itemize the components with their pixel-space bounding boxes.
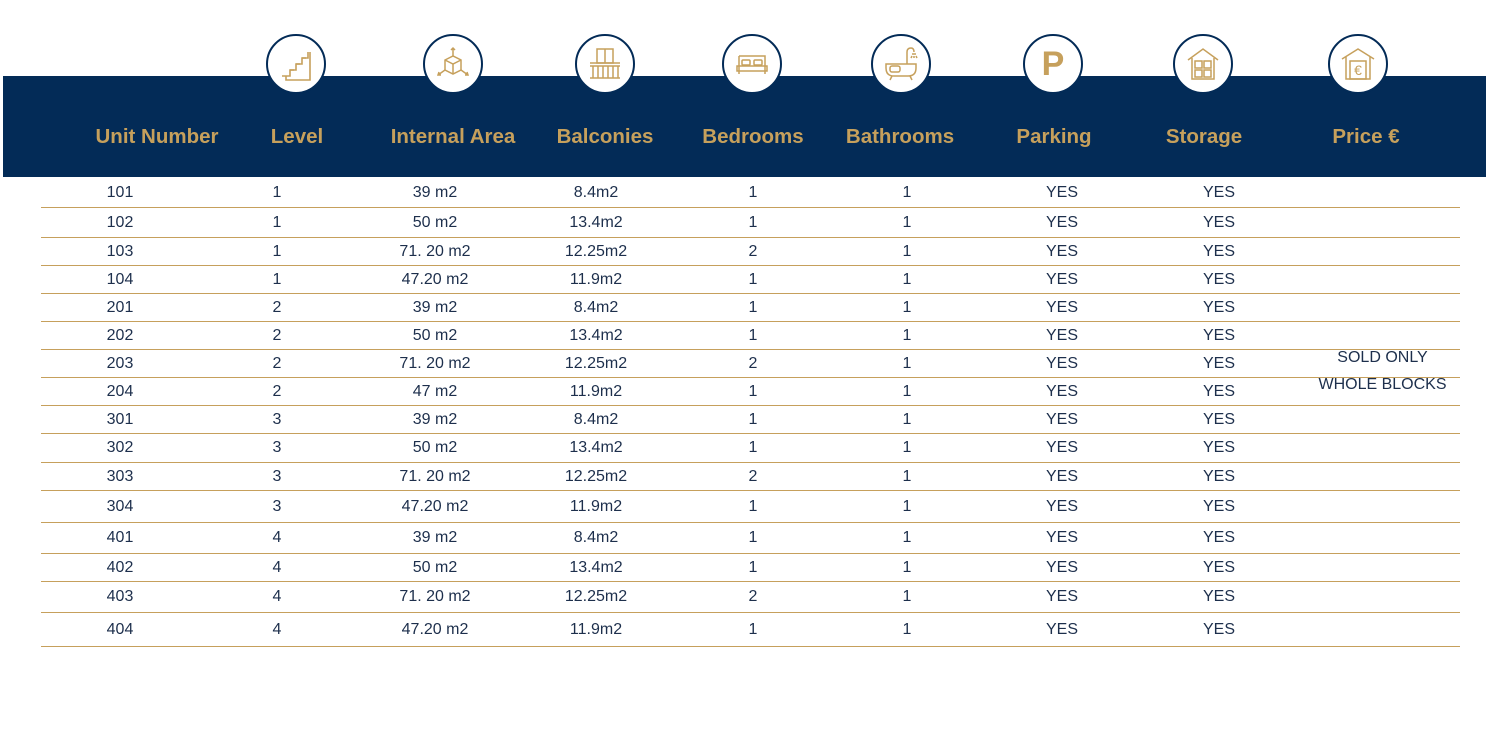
cell-parking: YES [1045, 558, 1078, 576]
cell-parking: YES [1045, 183, 1078, 201]
cell-balconies: 8.4m2 [573, 410, 619, 428]
cell-price [1322, 178, 1442, 207]
cell-area: 50 m2 [412, 558, 458, 576]
table-row [41, 582, 1460, 613]
cell-bathrooms: 1 [902, 558, 912, 576]
cell-parking: YES [1045, 620, 1078, 638]
cell-bedrooms: 1 [748, 558, 758, 576]
stairs-icon [266, 34, 326, 94]
cell-storage: YES [1202, 588, 1235, 605]
cell-price [1322, 266, 1442, 293]
header-price: Price € [1332, 125, 1400, 148]
cell-bedrooms: 1 [748, 298, 758, 316]
header-storage: Storage [1165, 125, 1243, 148]
cell-level: 4 [272, 620, 282, 638]
cell-price [1322, 613, 1442, 646]
cell-balconies: 12.25m2 [564, 467, 628, 485]
cell-parking: YES [1045, 242, 1078, 260]
table-row [41, 294, 1460, 322]
cell-bedrooms: 1 [748, 183, 758, 201]
euro-symbol: € [1354, 62, 1362, 78]
table-row [41, 406, 1460, 434]
cell-bathrooms: 1 [902, 382, 912, 400]
cell-unit: 402 [106, 558, 134, 576]
cell-area: 39 m2 [412, 410, 458, 428]
cell-bedrooms: 2 [748, 354, 758, 372]
cell-balconies: 13.4m2 [569, 213, 623, 231]
cell-area: 50 m2 [412, 213, 458, 231]
cell-bedrooms: 2 [748, 242, 758, 260]
cell-storage: YES [1202, 382, 1235, 400]
bathtub-icon [871, 34, 931, 94]
table-row [41, 491, 1460, 523]
cell-level: 1 [272, 213, 282, 231]
table-row [41, 554, 1460, 582]
cell-bedrooms: 1 [748, 410, 758, 428]
cell-parking: YES [1045, 354, 1078, 372]
cell-bedrooms: 1 [748, 497, 758, 515]
cell-storage: YES [1202, 270, 1235, 288]
cell-bathrooms: 1 [902, 529, 912, 546]
cell-parking: YES [1045, 529, 1078, 546]
cell-parking: YES [1045, 382, 1078, 400]
cell-unit: 101 [106, 183, 134, 201]
cell-bathrooms: 1 [902, 410, 912, 428]
cell-area: 39 m2 [412, 183, 458, 201]
table-row [41, 238, 1460, 266]
cell-parking: YES [1045, 270, 1078, 288]
cell-storage: YES [1202, 529, 1235, 546]
cell-balconies: 11.9m2 [569, 270, 623, 288]
table-row [41, 434, 1460, 463]
cell-area: 47 m2 [412, 382, 458, 400]
cell-storage: YES [1202, 326, 1235, 344]
cell-storage: YES [1202, 439, 1235, 456]
cell-area: 47.20 m2 [401, 497, 469, 515]
cell-balconies: 12.25m2 [564, 242, 628, 260]
cell-unit: 303 [106, 467, 134, 485]
cell-balconies: 12.25m2 [564, 354, 628, 372]
storage-icon [1173, 34, 1233, 94]
cell-area: 47.20 m2 [401, 620, 469, 638]
cell-bathrooms: 1 [902, 242, 912, 260]
cell-storage: YES [1202, 558, 1235, 576]
cell-storage: YES [1202, 410, 1235, 428]
cell-balconies: 8.4m2 [573, 183, 619, 201]
cell-unit: 404 [106, 620, 134, 638]
cell-area: 71. 20 m2 [399, 588, 471, 605]
cell-unit: 301 [106, 410, 134, 428]
table-row [41, 350, 1460, 378]
cell-area: 47.20 m2 [401, 270, 469, 288]
cell-storage: YES [1202, 298, 1235, 316]
cell-area: 71. 20 m2 [399, 467, 471, 485]
cell-bathrooms: 1 [902, 270, 912, 288]
cell-price [1322, 294, 1442, 321]
table-row [41, 208, 1460, 238]
cell-balconies: 8.4m2 [573, 298, 619, 316]
cell-unit: 403 [106, 588, 134, 605]
cell-bathrooms: 1 [902, 183, 912, 201]
cell-bedrooms: 1 [748, 382, 758, 400]
cell-parking: YES [1045, 213, 1078, 231]
cell-level: 1 [272, 270, 282, 288]
cell-bedrooms: 2 [748, 588, 758, 605]
cell-balconies: 13.4m2 [569, 326, 623, 344]
cell-unit: 204 [106, 382, 134, 400]
parking-letter: P [1041, 45, 1065, 83]
table-row [41, 378, 1460, 406]
cell-parking: YES [1045, 467, 1078, 485]
cell-area: 71. 20 m2 [399, 242, 471, 260]
cell-storage: YES [1202, 497, 1235, 515]
cell-storage: YES [1202, 213, 1235, 231]
cell-level: 2 [272, 354, 282, 372]
cell-storage: YES [1202, 183, 1235, 201]
cell-bathrooms: 1 [902, 213, 912, 231]
cell-area: 50 m2 [412, 439, 458, 456]
cell-balconies: 11.9m2 [569, 382, 623, 400]
cell-storage: YES [1202, 242, 1235, 260]
price-note-line1: SOLD ONLY [1337, 349, 1428, 366]
cell-bathrooms: 1 [902, 354, 912, 372]
cell-bedrooms: 1 [748, 213, 758, 231]
cell-price [1322, 582, 1442, 612]
cell-level: 1 [272, 183, 282, 201]
cell-price [1322, 554, 1442, 581]
cell-parking: YES [1045, 410, 1078, 428]
table-row [41, 322, 1460, 350]
cell-balconies: 12.25m2 [564, 588, 628, 605]
cell-unit: 203 [106, 354, 134, 372]
header-bedrooms: Bedrooms [702, 125, 804, 148]
cell-storage: YES [1202, 467, 1235, 485]
cell-price [1322, 406, 1442, 433]
cell-parking: YES [1045, 298, 1078, 316]
cell-price [1322, 208, 1442, 237]
cell-level: 4 [272, 588, 282, 605]
price-note-line2: WHOLE BLOCKS [1318, 376, 1447, 393]
cell-price [1322, 238, 1442, 265]
cell-parking: YES [1045, 439, 1078, 456]
cell-unit: 104 [106, 270, 134, 288]
cell-unit: 102 [106, 213, 134, 231]
cell-storage: YES [1202, 620, 1235, 638]
cell-bedrooms: 2 [748, 467, 758, 485]
euro-garage-icon [1328, 34, 1388, 94]
balcony-icon [575, 34, 635, 94]
cell-bedrooms: 1 [748, 326, 758, 344]
cell-area: 50 m2 [412, 326, 458, 344]
cell-parking: YES [1045, 326, 1078, 344]
cell-level: 3 [272, 439, 282, 456]
cell-level: 2 [272, 382, 282, 400]
cell-balconies: 8.4m2 [573, 529, 619, 546]
bed-icon [722, 34, 782, 94]
cell-area: 39 m2 [412, 529, 458, 546]
cell-price [1322, 463, 1442, 490]
cell-unit: 201 [106, 298, 134, 316]
cell-level: 3 [272, 467, 282, 485]
cell-level: 2 [272, 326, 282, 344]
cell-bathrooms: 1 [902, 326, 912, 344]
cell-level: 3 [272, 497, 282, 515]
header-balconies: Balconies [556, 125, 654, 148]
cell-storage: YES [1202, 354, 1235, 372]
cell-price [1322, 434, 1442, 462]
cell-level: 2 [272, 298, 282, 316]
cell-bathrooms: 1 [902, 588, 912, 605]
header-level: Level [270, 125, 324, 148]
cell-level: 4 [272, 558, 282, 576]
header-internal-area: Internal Area [390, 125, 516, 148]
cell-bedrooms: 1 [748, 439, 758, 456]
cell-balconies: 11.9m2 [569, 497, 623, 515]
cell-bedrooms: 1 [748, 620, 758, 638]
cell-level: 1 [272, 242, 282, 260]
table-row [41, 613, 1460, 647]
cell-parking: YES [1045, 497, 1078, 515]
cell-level: 3 [272, 410, 282, 428]
cell-area: 71. 20 m2 [399, 354, 471, 372]
header-unit-number: Unit Number [95, 125, 219, 148]
cell-unit: 304 [106, 497, 134, 515]
cell-bathrooms: 1 [902, 497, 912, 515]
cell-bedrooms: 1 [748, 529, 758, 546]
area-cube-icon [423, 34, 483, 94]
cell-bathrooms: 1 [902, 467, 912, 485]
cell-parking: YES [1045, 588, 1078, 605]
cell-unit: 202 [106, 326, 134, 344]
cell-bathrooms: 1 [902, 439, 912, 456]
cell-unit: 302 [106, 439, 134, 456]
cell-unit: 103 [106, 242, 134, 260]
cell-balconies: 11.9m2 [569, 620, 623, 638]
table-row [41, 523, 1460, 554]
cell-price [1322, 523, 1442, 553]
parking-icon [1023, 34, 1083, 94]
cell-unit: 401 [106, 529, 134, 546]
table-row [41, 266, 1460, 294]
cell-bathrooms: 1 [902, 620, 912, 638]
cell-bedrooms: 1 [748, 270, 758, 288]
cell-area: 39 m2 [412, 298, 458, 316]
cell-balconies: 13.4m2 [569, 439, 623, 456]
header-bathrooms: Bathrooms [845, 125, 955, 148]
cell-balconies: 13.4m2 [569, 558, 623, 576]
cell-bathrooms: 1 [902, 298, 912, 316]
table-row [41, 463, 1460, 491]
table-row [41, 178, 1460, 208]
cell-price [1322, 491, 1442, 522]
units-table-body [41, 178, 1460, 647]
cell-level: 4 [272, 529, 282, 546]
header-parking: Parking [1016, 125, 1092, 148]
